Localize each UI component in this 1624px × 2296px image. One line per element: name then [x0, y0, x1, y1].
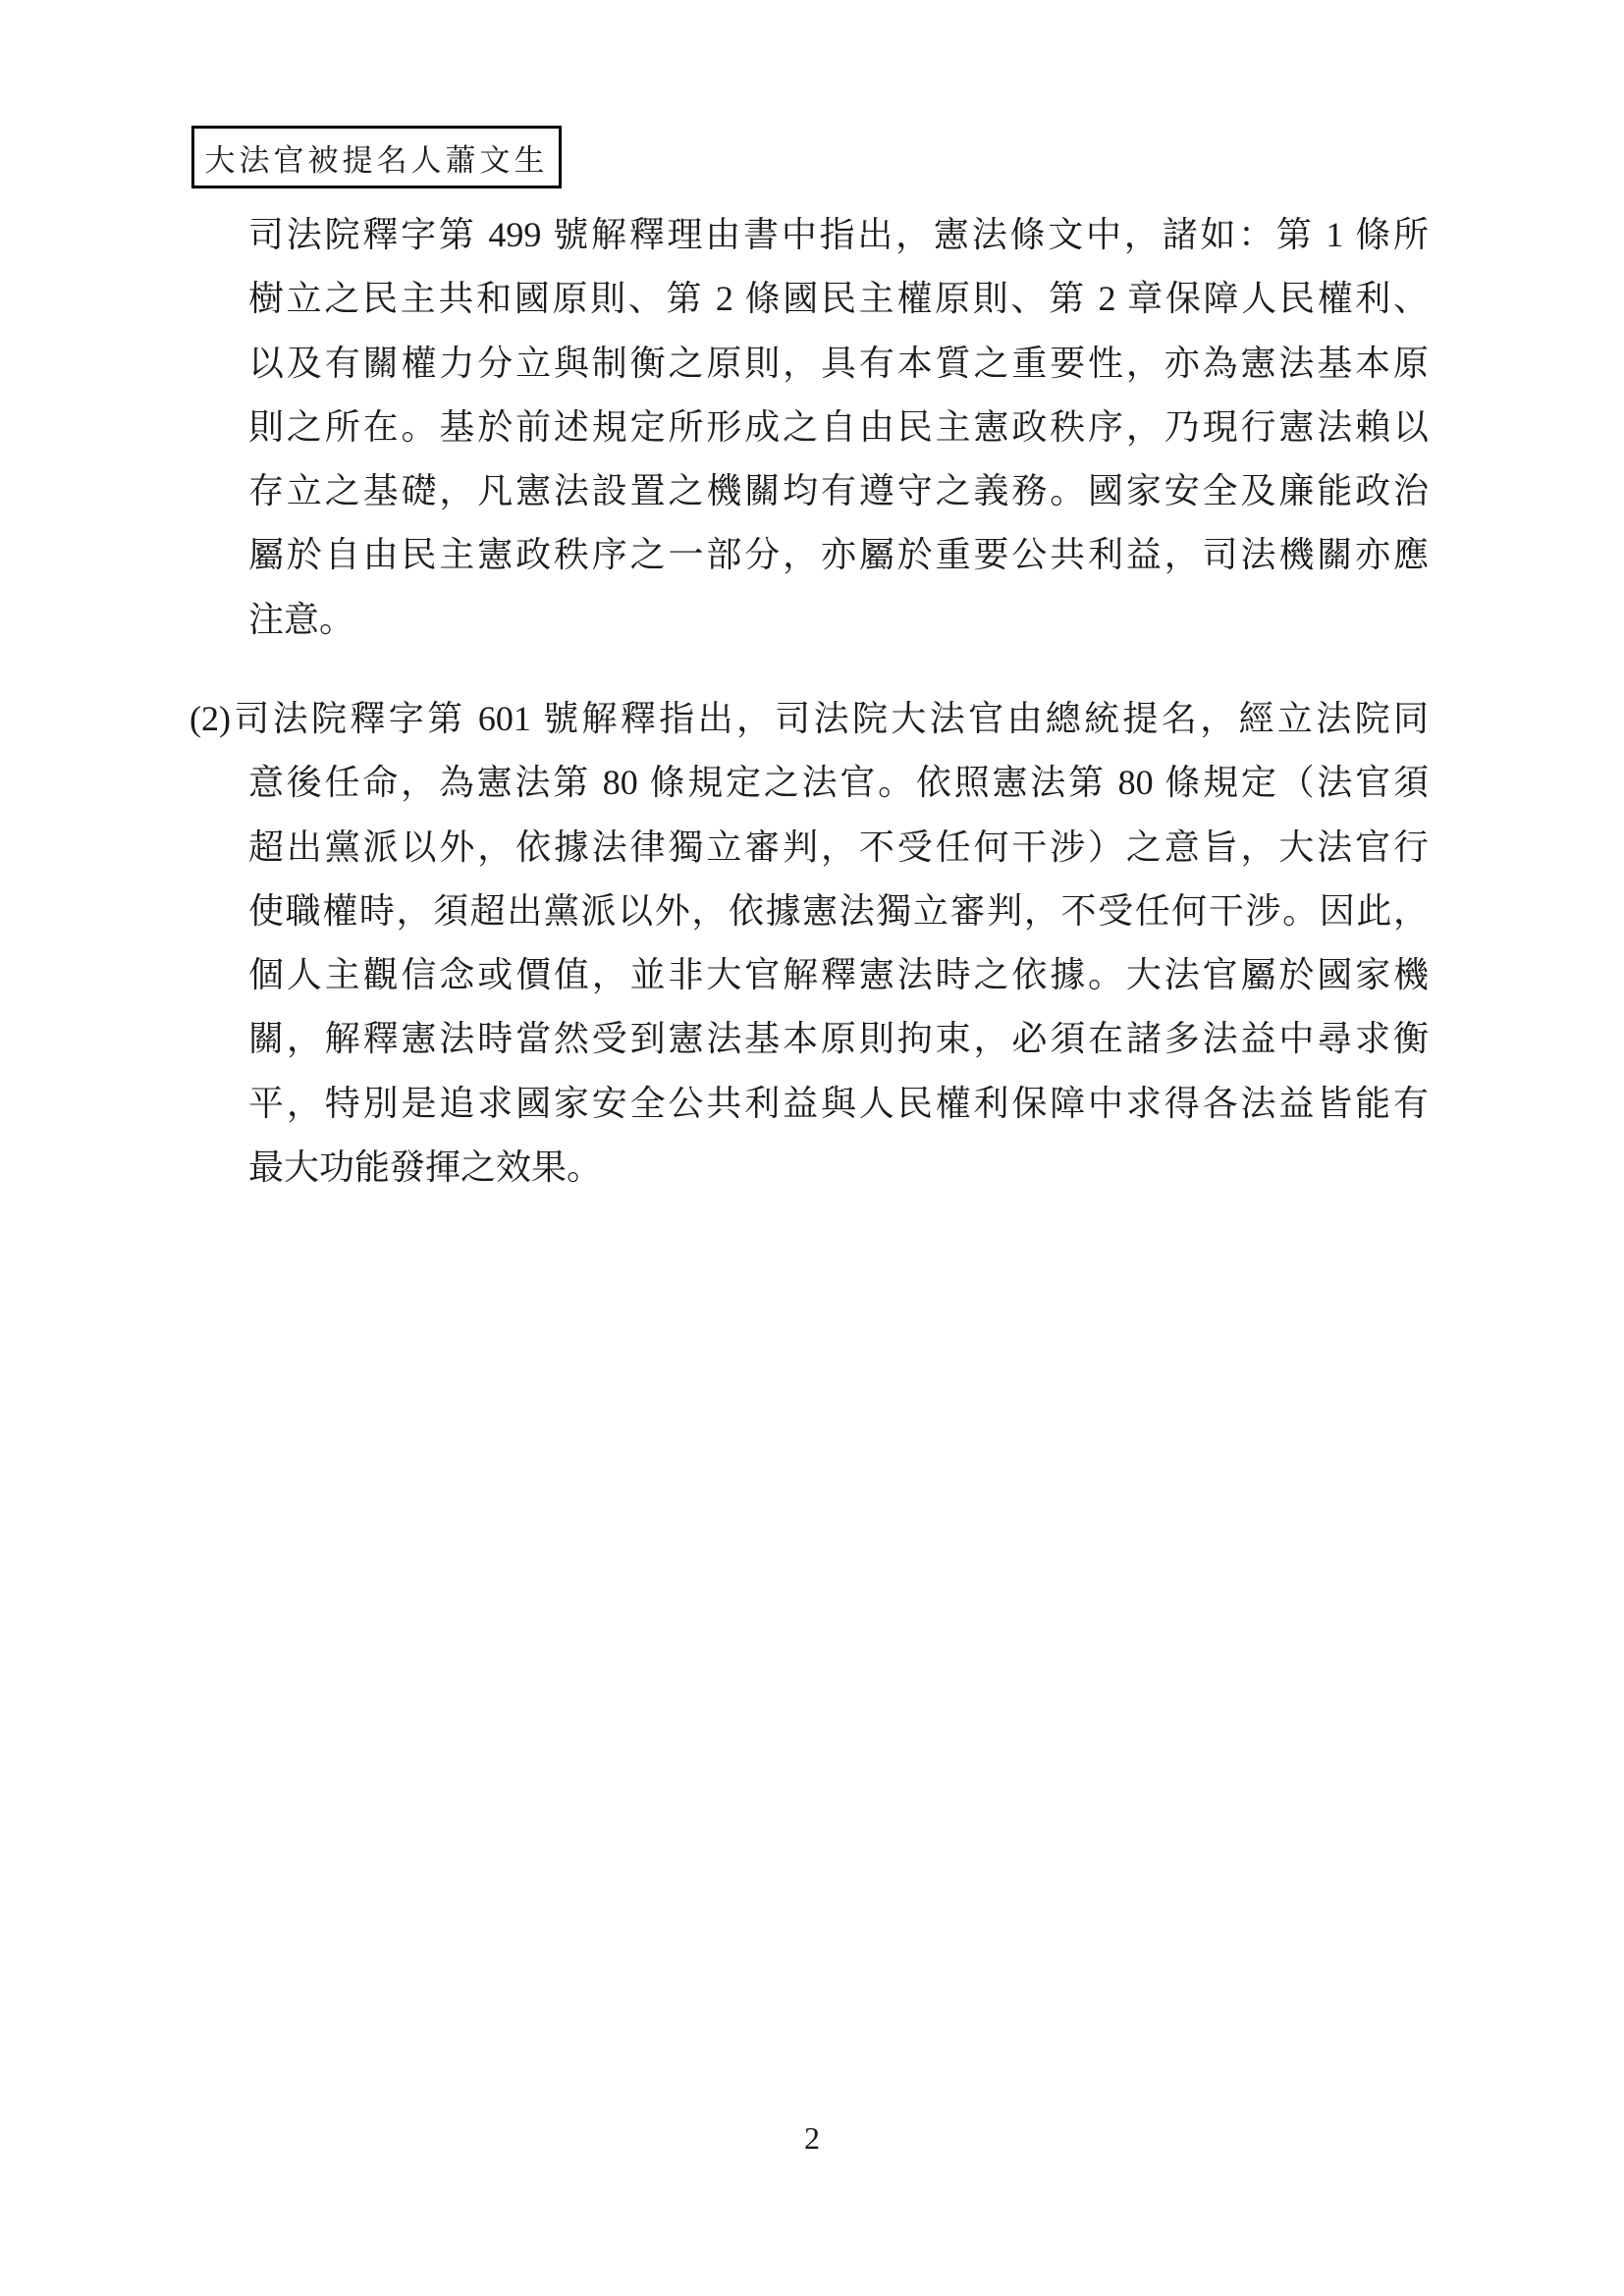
text-line: (2)司法院釋字第 601 號解釋指出，司法院大法官由總統提名，經立法院同 — [189, 699, 1429, 738]
nominee-header-box — [191, 126, 562, 188]
text-line: 關，解釋憲法時當然受到憲法基本原則拘束，必須在諸多法益中尋求衡 — [248, 1019, 1429, 1059]
text-line: 注意。 — [248, 599, 355, 639]
nominee-label: 大法官被提名人蕭文生 — [204, 142, 549, 178]
text-line: 意後任命，為憲法第 80 條規定之法官。依照憲法第 80 條規定（法官須 — [248, 763, 1429, 803]
text-line: 存立之基礎，凡憲法設置之機關均有遵守之義務。國家安全及廉能政治 — [248, 471, 1429, 511]
text-line: 以及有關權力分立與制衡之原則，具有本質之重要性，亦為憲法基本原 — [248, 343, 1429, 383]
text-line: 則之所在。基於前述規定所形成之自由民主憲政秩序，乃現行憲法賴以 — [248, 406, 1429, 447]
paragraph-1 — [248, 203, 1429, 652]
text-line: 使職權時，須超出黨派以外，依據憲法獨立審判，不受任何干涉。因此， — [248, 890, 1429, 931]
text-line: 超出黨派以外，依據法律獨立審判，不受任何干涉）之意旨，大法官行 — [248, 827, 1429, 867]
text-line: 司法院釋字第 499 號解釋理由書中指出，憲法條文中，諸如：第 1 條所 — [248, 215, 1429, 254]
text-line: 最大功能發揮之效果。 — [248, 1148, 603, 1188]
text-line: 樹立之民主共和國原則、第 2 條國民主權原則、第 2 章保障人民權利、 — [248, 279, 1429, 319]
text-line: 個人主觀信念或價值，並非大官解釋憲法時之依據。大法官屬於國家機 — [248, 955, 1429, 995]
text-line: 屬於自由民主憲政秩序之一部分，亦屬於重要公共利益，司法機關亦應 — [248, 535, 1429, 575]
text-line: 平，特別是追求國家安全公共利益與人民權利保障中求得各法益皆能有 — [248, 1083, 1429, 1123]
page-number: 2 — [804, 2120, 820, 2156]
paragraph-2 — [189, 687, 1429, 1200]
